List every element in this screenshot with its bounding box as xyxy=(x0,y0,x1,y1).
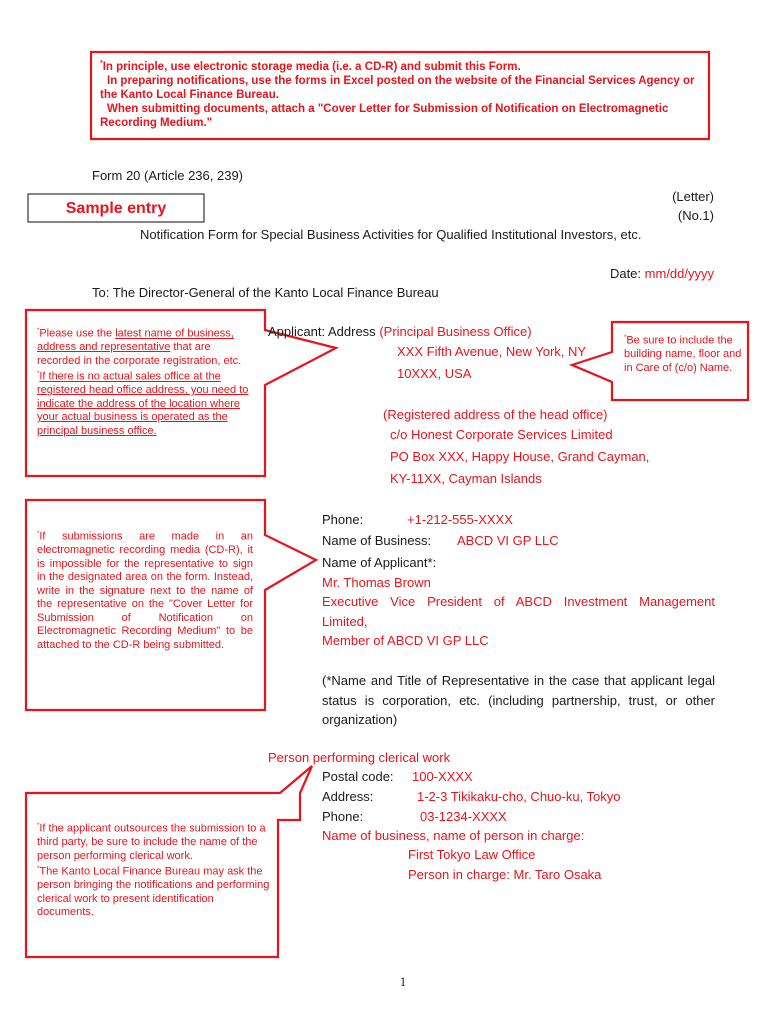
principal-address-line1: XXX Fifth Avenue, New York, NY xyxy=(397,344,587,359)
form-title: Notification Form for Special Business Activities for Qualified Institutional Investors, etc. xyxy=(140,227,642,242)
clerical-person: Person in charge: Mr. Taro Osaka xyxy=(408,867,602,882)
form-reference: Form 20 (Article 236, 239) xyxy=(92,168,244,183)
note1-part-a: *Please use the latest name of business, address and representative that are recorded in the corporate registration, etc. xyxy=(37,327,242,367)
note4-part-b: *The Kanto Local Finance Bureau may ask the person bringing the notifications and performing clerical work to present identification documents. xyxy=(37,865,270,919)
business-label: Name of Business: xyxy=(322,533,432,548)
letter-label: (Letter) xyxy=(672,189,714,204)
phone-label: Phone: xyxy=(322,512,364,527)
page-number: 1 xyxy=(399,974,407,989)
top-notice-line1: *In principle, use electronic storage media (i.e. a CD-R) and submit this Form. xyxy=(100,60,521,73)
postal-code-label: Postal code: xyxy=(322,769,394,784)
postal-code-value: 100-XXXX xyxy=(412,769,473,784)
business-value: ABCD VI GP LLC xyxy=(457,533,559,548)
clerical-phone-label: Phone: xyxy=(322,809,364,824)
head-office-line3: KY-11XX, Cayman Islands xyxy=(390,471,542,486)
top-notice-line3: When submitting documents, attach a "Cover Letter for Submission of Notification on Electromagnetic Recording Medium." xyxy=(100,102,669,129)
rep-title-line1: Executive Vice President of ABCD Investment Management xyxy=(322,594,715,609)
note1-part-b: *If there is no actual sales office at the registered head office address, you need to indicate the address of the location where your actual business is operated as the principal business office. xyxy=(37,370,249,437)
head-office-line2: PO Box XXX, Happy House, Grand Cayman, xyxy=(390,449,650,464)
applicant-name-label: Name of Applicant*: xyxy=(322,555,437,570)
clerical-phone-value: 03-1234-XXXX xyxy=(420,809,507,824)
number-label: (No.1) xyxy=(677,208,714,223)
representative-footnote: (*Name and Title of Representative in the case that applicant legal status is corporation, etc. (including partnership, trust, or other organization) xyxy=(322,673,715,727)
applicant-address-line xyxy=(268,324,532,340)
clerical-address-label: Address: xyxy=(322,789,374,804)
sample-entry-label: Sample entry xyxy=(65,200,167,217)
representative-title xyxy=(322,592,715,651)
addressee: To: The Director-General of the Kanto Local Finance Bureau xyxy=(92,285,439,300)
top-notice xyxy=(100,57,700,130)
rep-title-line2: Limited, xyxy=(322,613,368,629)
top-notice-line2: In preparing notifications, use the forms in Excel posted on the website of the Financial Services Agency or the Kanto Local Finance Bureau. xyxy=(100,74,695,101)
note-signature: *If submissions are made in an electromagnetic recording media (CD-R), it is impossible for the representative to sign in the designated area on the form. Instead, write in the signature next to the name of the representative on the "Cover Letter for Submission of Notification on Electromagnetic Recording Medium" to be attached to the CD-R being submitted. xyxy=(37,530,253,651)
date-line xyxy=(610,266,714,282)
date-label: Date: xyxy=(609,266,642,281)
head-office-line1: c/o Honest Corporate Services Limited xyxy=(390,427,613,442)
note-latest-name xyxy=(37,325,257,438)
rep-title-line3: Member of ABCD VI GP LLC xyxy=(322,633,489,648)
clerical-name-label: Name of business, name of person in charge: xyxy=(322,828,585,843)
note4-part-a: *If the applicant outsources the submission to a third party, be sure to include the name of the person performing clerical work. xyxy=(37,822,266,862)
principal-address-line2: 10XXX, USA xyxy=(397,366,472,381)
clerical-office: First Tokyo Law Office xyxy=(408,847,536,862)
clerical-address-value: 1-2-3 Tikikaku-cho, Chuo-ku, Tokyo xyxy=(417,789,621,804)
clerical-heading: Person performing clerical work xyxy=(268,750,451,765)
representative-name: Mr. Thomas Brown xyxy=(322,575,431,590)
note-building-name: *Be sure to include the building name, floor and in Care of (c/o) Name. xyxy=(624,334,742,374)
principal-office-label: (Principal Business Office) xyxy=(379,324,532,339)
note-clerical xyxy=(37,820,271,920)
phone-value: +1-212-555-XXXX xyxy=(407,512,513,527)
date-value: mm/dd/yyyy xyxy=(644,266,714,281)
head-office-label: (Registered address of the head office) xyxy=(383,407,608,422)
address-label: Applicant: Address xyxy=(268,324,376,339)
